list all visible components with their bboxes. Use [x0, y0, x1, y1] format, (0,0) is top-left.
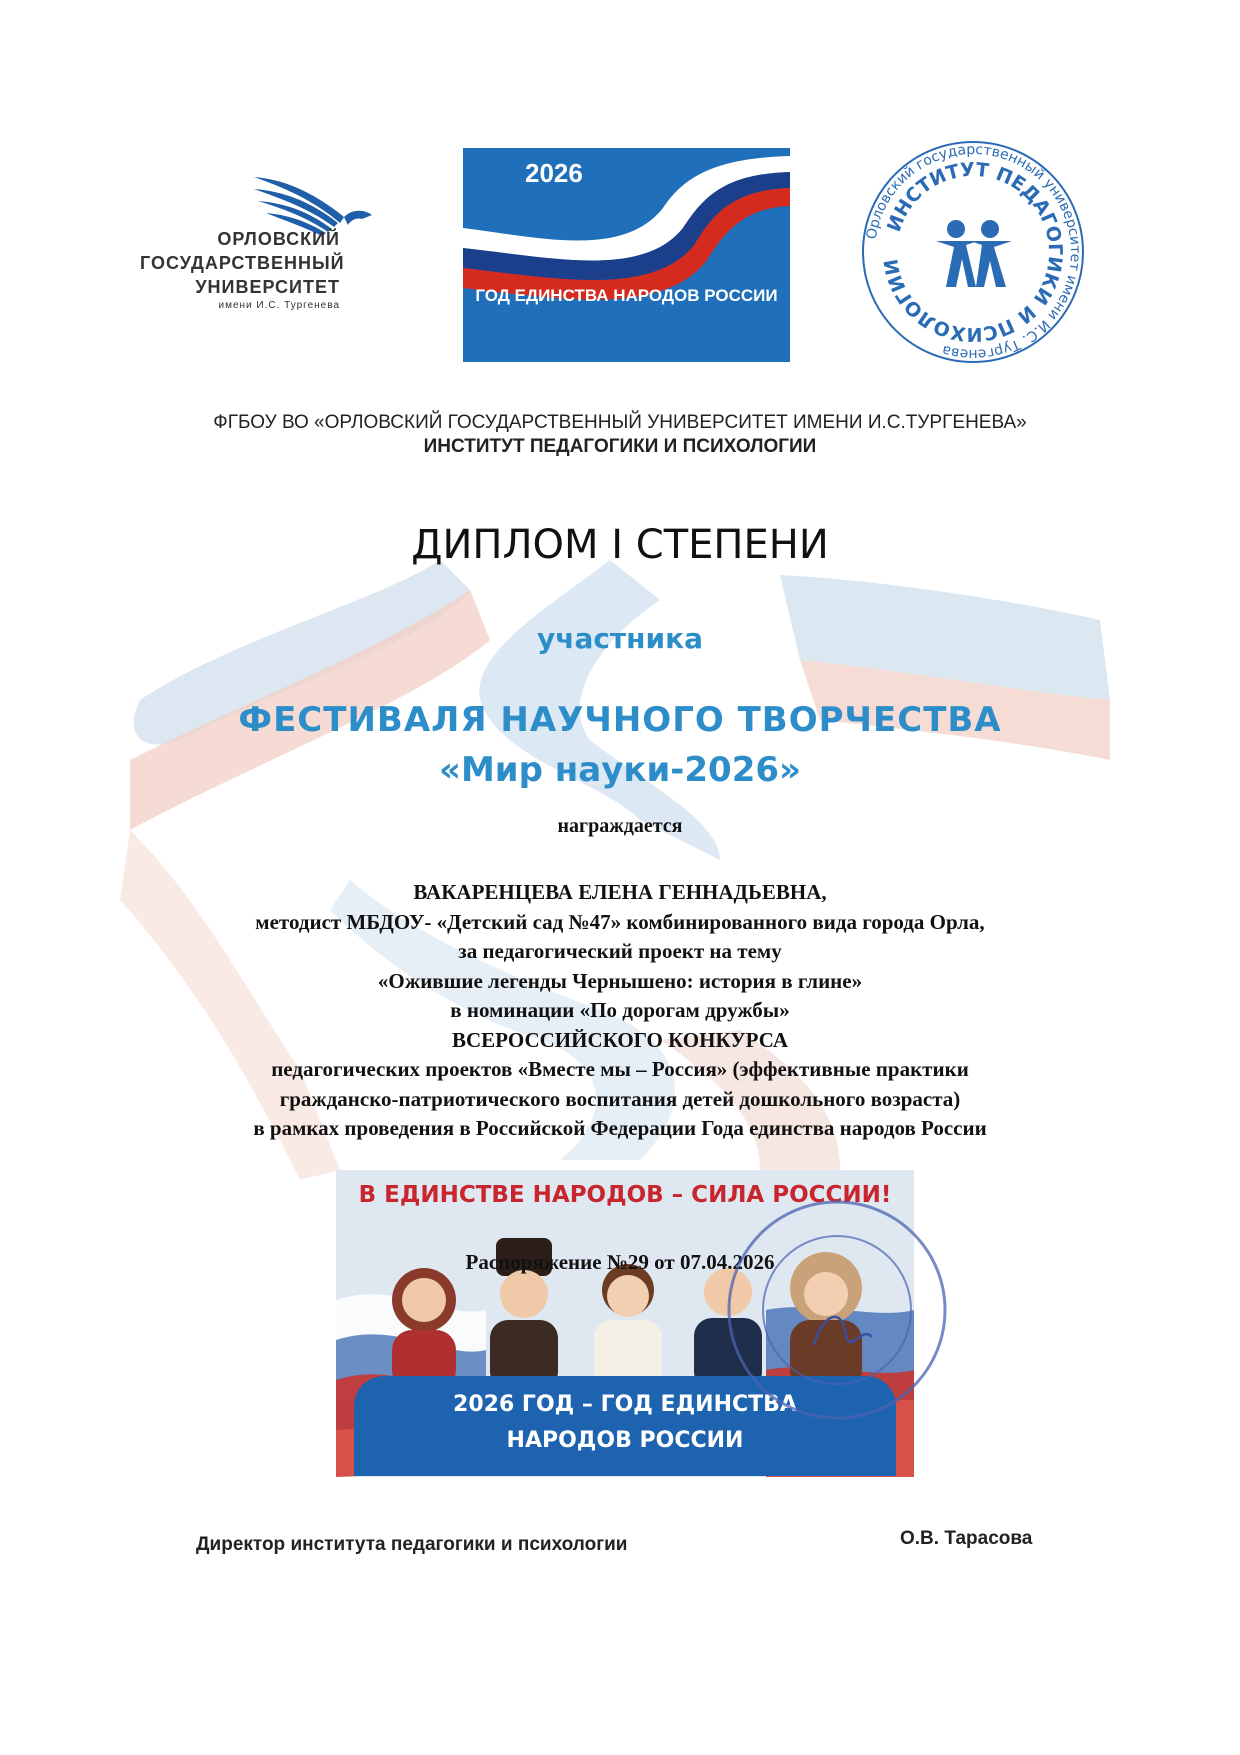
university-logo-line1: ОРЛОВСКИЙ: [217, 229, 340, 249]
contest-description-line2: гражданско-патриотического воспитания детей дошкольного возраста): [279, 1086, 961, 1111]
nomination: в номинации «По дорогам дружбы»: [450, 998, 790, 1022]
contest-description-line3: в рамках проведения в Российской Федерации Года единства народов России: [253, 1116, 987, 1140]
official-stamp: [722, 1195, 952, 1425]
seal-ring-text: Орловский государственный университет имени И.С. Тургенева: [863, 141, 1084, 363]
recipient-name: ВАКАРЕНЦЕВА ЕЛЕНА ГЕННАДЬЕВНА,: [413, 880, 827, 904]
poster-footer-line2: НАРОДОВ РОССИИ: [506, 1428, 744, 1453]
organization-name: ФГБОУ ВО «ОРЛОВСКИЙ ГОСУДАРСТВЕННЫЙ УНИВЕРСИТЕТ ИМЕНИ И.С.ТУРГЕНЕВА»: [213, 412, 1027, 433]
poster-headline: В ЕДИНСТВЕ НАРОДОВ – СИЛА РОССИИ!: [358, 1182, 892, 1208]
director-name: О.В. Тарасова: [900, 1528, 1033, 1549]
director-position: Директор института педагогики и психологии: [196, 1534, 628, 1555]
university-logo-line3: УНИВЕРСИТЕТ: [195, 277, 340, 297]
university-logo-line2: ГОСУДАРСТВЕННЫЙ: [140, 253, 345, 273]
participant-label: участника: [536, 622, 704, 655]
award-reason: за педагогический проект на тему: [458, 939, 782, 963]
banner-year: 2026: [525, 158, 583, 188]
festival-name: «Мир науки-2026»: [439, 750, 801, 790]
recipient-position: методист МБДОУ- «Детский сад №47» комбинированного вида города Орла,: [255, 909, 985, 934]
seal-inner-text: ИНСТИТУТ ПЕДАГОГИКИ И ПСИХОЛОГИИ: [880, 158, 1067, 346]
order-number: Распоряжение №29 от 07.04.2026: [465, 1250, 775, 1274]
award-body: [0, 878, 1240, 1144]
institute-name: ИНСТИТУТ ПЕДАГОГИКИ И ПСИХОЛОГИИ: [423, 436, 817, 457]
institute-seal-logo: [858, 137, 1088, 367]
flag-ribbon-icon: [463, 148, 790, 362]
people-figures-icon: [936, 220, 1012, 287]
awarded-label: награждается: [557, 815, 683, 837]
svg-text:ИНСТИТУТ ПЕДАГОГИКИ И ПСИХОЛОГ: [880, 159, 1066, 345]
contest-description-line1: педагогических проектов «Вместе мы – Россия» (эффективные практики: [271, 1057, 969, 1081]
university-logo-line4: имени И.С. Тургенева: [218, 300, 340, 311]
contest-title: ВСЕРОССИЙСКОГО КОНКУРСА: [451, 1027, 789, 1052]
year-of-unity-banner: [463, 148, 790, 362]
university-logo: [140, 165, 380, 325]
banner-caption: ГОД ЕДИНСТВА НАРОДОВ РОССИИ: [475, 286, 778, 305]
signature-icon: [814, 1317, 872, 1345]
diploma-title: ДИПЛОМ I СТЕПЕНИ: [411, 522, 829, 568]
poster-footer-line1: 2026 ГОД – ГОД ЕДИНСТВА: [453, 1392, 797, 1417]
festival-title: ФЕСТИВАЛЯ НАУЧНОГО ТВОРЧЕСТВА: [238, 700, 1002, 740]
project-title: «Ожившие легенды Чернышено: история в глине»: [377, 968, 863, 993]
